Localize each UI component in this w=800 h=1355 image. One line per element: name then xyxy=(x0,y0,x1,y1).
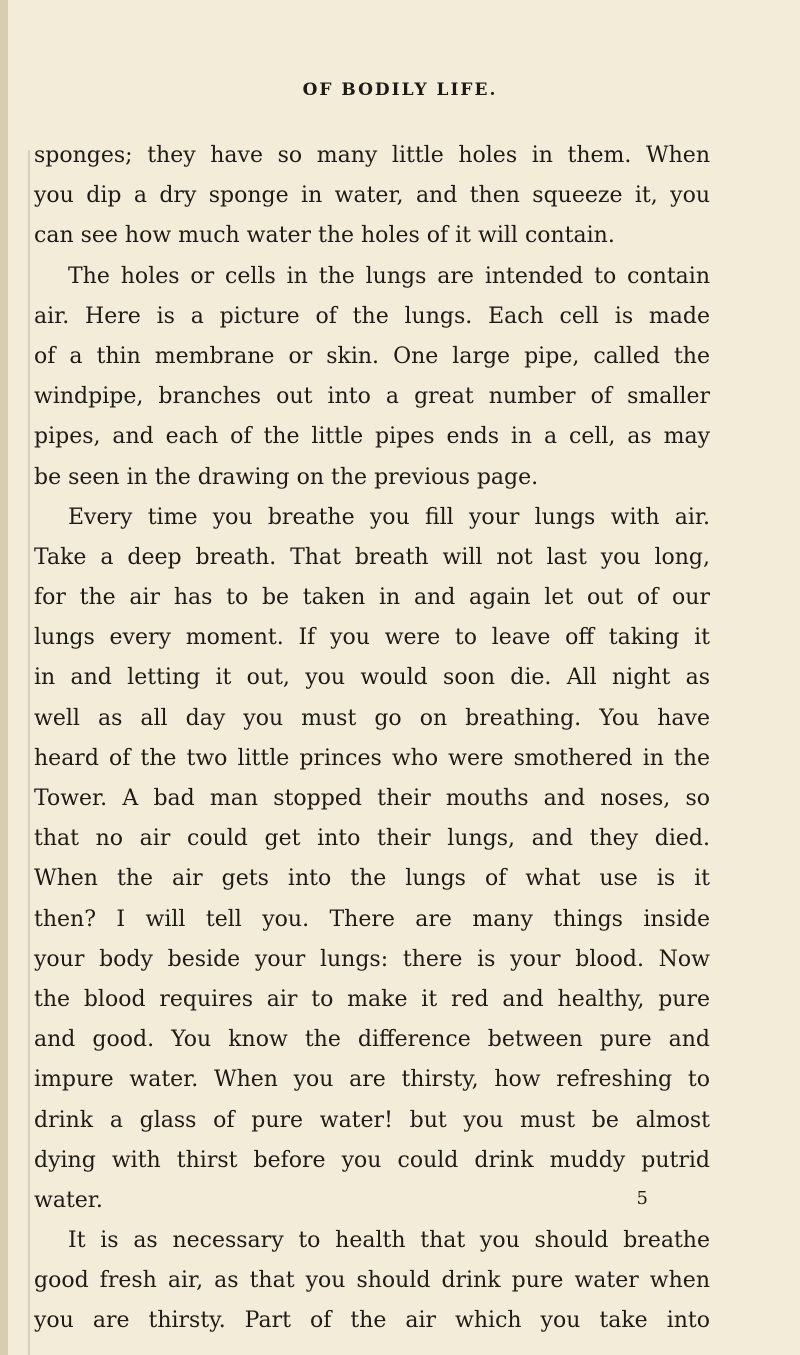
binding-shadow xyxy=(28,150,30,1355)
text-line: air. Here is a picture of the lungs. Each cell is made xyxy=(34,303,710,329)
text-line: that no air could get into their lungs, and they died. xyxy=(34,826,710,852)
text-line: the blood requires air to make it red and healthy, pure xyxy=(34,986,710,1012)
body-text xyxy=(34,136,710,1342)
page-number: 5 xyxy=(636,1188,648,1209)
text-line: in and letting it out, you would soon die. All night as xyxy=(34,665,710,691)
text-line: and good. You know the difference between pure and xyxy=(34,1027,710,1053)
text-line: drink a glass of pure water! but you must be almost xyxy=(34,1107,710,1133)
text-line: It is as necessary to health that you should breathe xyxy=(68,1228,710,1254)
text-line: then? I will tell you. There are many things inside xyxy=(34,906,710,932)
text-line: The holes or cells in the lungs are intended to contain xyxy=(68,263,710,289)
text-line: water. xyxy=(34,1187,103,1213)
page-edge xyxy=(0,0,8,1355)
text-line: When the air gets into the lungs of what use is it xyxy=(34,866,710,892)
text-line: can see how much water the holes of it will contain. xyxy=(34,223,615,249)
text-line: you are thirsty. Part of the air which you take into xyxy=(34,1308,710,1334)
text-line: pipes, and each of the little pipes ends in a cell, as may xyxy=(34,424,710,450)
text-line: your body beside your lungs: there is your blood. Now xyxy=(34,946,710,972)
text-line: lungs every moment. If you were to leave off taking it xyxy=(34,625,710,651)
text-line: good fresh air, as that you should drink pure water when xyxy=(34,1268,710,1294)
text-line: of a thin membrane or skin. One large pipe, called the xyxy=(34,343,710,369)
text-line: be seen in the drawing on the previous page. xyxy=(34,464,539,490)
text-line: dying with thirst before you could drink muddy putrid xyxy=(34,1147,710,1173)
text-line: impure water. When you are thirsty, how refreshing to xyxy=(34,1067,710,1093)
text-line: windpipe, branches out into a great number of smaller xyxy=(34,384,710,410)
text-line: Every time you breathe you fill your lungs with air. xyxy=(68,504,710,530)
text-line: well as all day you must go on breathing. You have xyxy=(34,705,710,731)
text-line: for the air has to be taken in and again let out of our xyxy=(34,585,710,611)
text-line: sponges; they have so many little holes in them. When xyxy=(34,143,710,168)
text-line: heard of the two little princes who were smothered in the xyxy=(34,745,710,771)
text-line: Tower. A bad man stopped their mouths and noses, so xyxy=(34,786,710,811)
running-head: OF BODILY LIFE. xyxy=(302,80,498,100)
text-line: Take a deep breath. That breath will not last you long, xyxy=(34,544,710,570)
text-line: you dip a dry sponge in water, and then squeeze it, you xyxy=(34,183,710,209)
